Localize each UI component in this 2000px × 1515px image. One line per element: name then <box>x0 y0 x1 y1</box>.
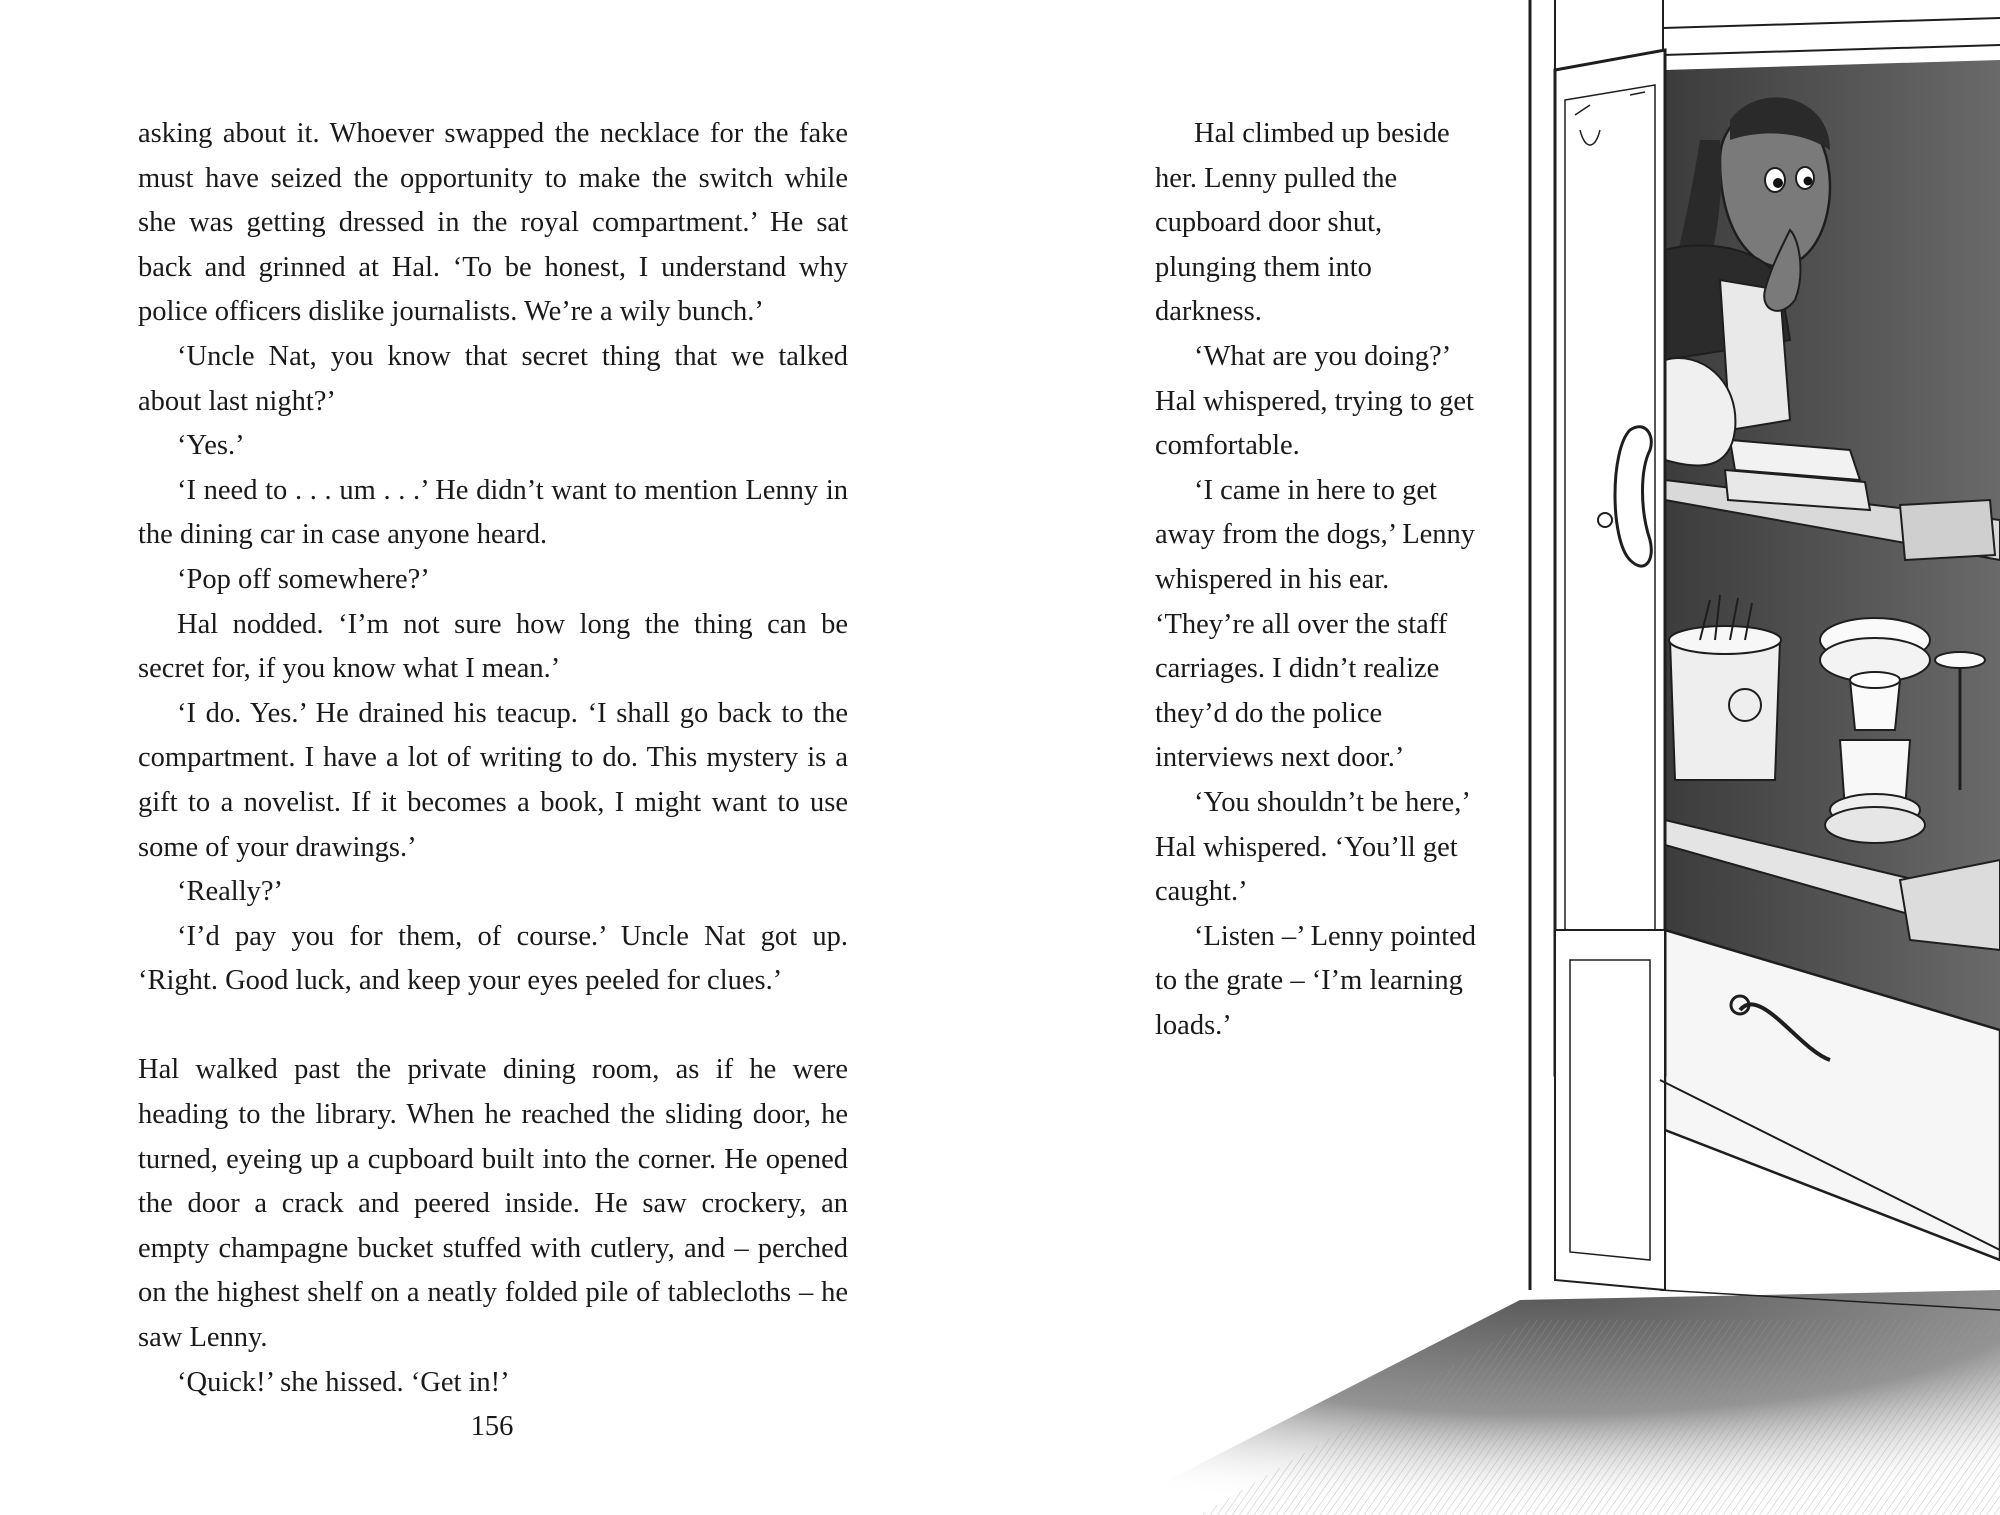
left-page-text <box>138 112 848 1405</box>
paragraph: ‘Listen –’ Lenny pointed to the grate – ‘I’m learning loads.’ <box>1155 920 1477 1041</box>
paragraph: Hal climbed up beside her. Lenny pulled the cupboard door shut, plunging them into darkness. <box>1155 118 1450 328</box>
paragraph: ‘I’d pay you for them, of course.’ Uncle Nat got up. ‘Right. Good luck, and keep your eyes peeled for clues.’ <box>138 920 848 997</box>
paragraph: ‘Really?’ <box>177 876 284 908</box>
paragraph: Hal walked past the private dining room, as if he were heading to the library. When he reached the sliding door, he turned, eyeing up a cupboard built into the corner. He opened the door a crack and peered inside. He saw crockery, an empty champagne bucket stuffed with cutlery, and – perched on the highest shelf on a neatly folded pile of tablecloths – he saw Lenny. <box>138 1054 848 1354</box>
paragraph: ‘I do. Yes.’ He drained his teacup. ‘I shall go back to the compartment. I have a lot of writing to do. This mystery is a gift to a novelist. If it becomes a book, I might want to use some of your drawings.’ <box>138 697 848 863</box>
paragraph: ‘What are you doing?’ Hal whispered, trying to get comfortable. <box>1155 340 1474 462</box>
paragraph: ‘I came in here to get away from the dogs,’ Lenny whispered in his ear. ‘They’re all over the staff carriages. I didn’t realize they’d do the police interviews next door.’ <box>1155 474 1475 774</box>
paragraph: ‘Pop off somewhere?’ <box>177 563 430 595</box>
paragraph: ‘I need to . . . um . . .’ He didn’t want to mention Lenny in the dining car in case anyone heard. <box>138 474 848 551</box>
paragraph: Hal nodded. ‘I’m not sure how long the thing can be secret for, if you know what I mean.’ <box>138 608 848 685</box>
cupboard-girl-illustration <box>1040 0 2000 1515</box>
page-number: 156 <box>470 1411 514 1442</box>
paragraph: ‘You shouldn’t be here,’ Hal whispered. ‘You’ll get caught.’ <box>1155 786 1469 908</box>
paragraph: asking about it. Whoever swapped the necklace for the fake must have seized the opportunity to make the switch while she was getting dressed in the royal compartment.’ He sat back and grinned at Hal. ‘To be honest, I understand why police officers dislike journalists. We’re a wily bunch.’ <box>138 118 848 328</box>
paragraph: ‘Uncle Nat, you know that secret thing that we talked about last night?’ <box>138 340 848 417</box>
paragraph: ‘Quick!’ she hissed. ‘Get in!’ <box>177 1366 510 1398</box>
paragraph: ‘Yes.’ <box>177 430 245 462</box>
